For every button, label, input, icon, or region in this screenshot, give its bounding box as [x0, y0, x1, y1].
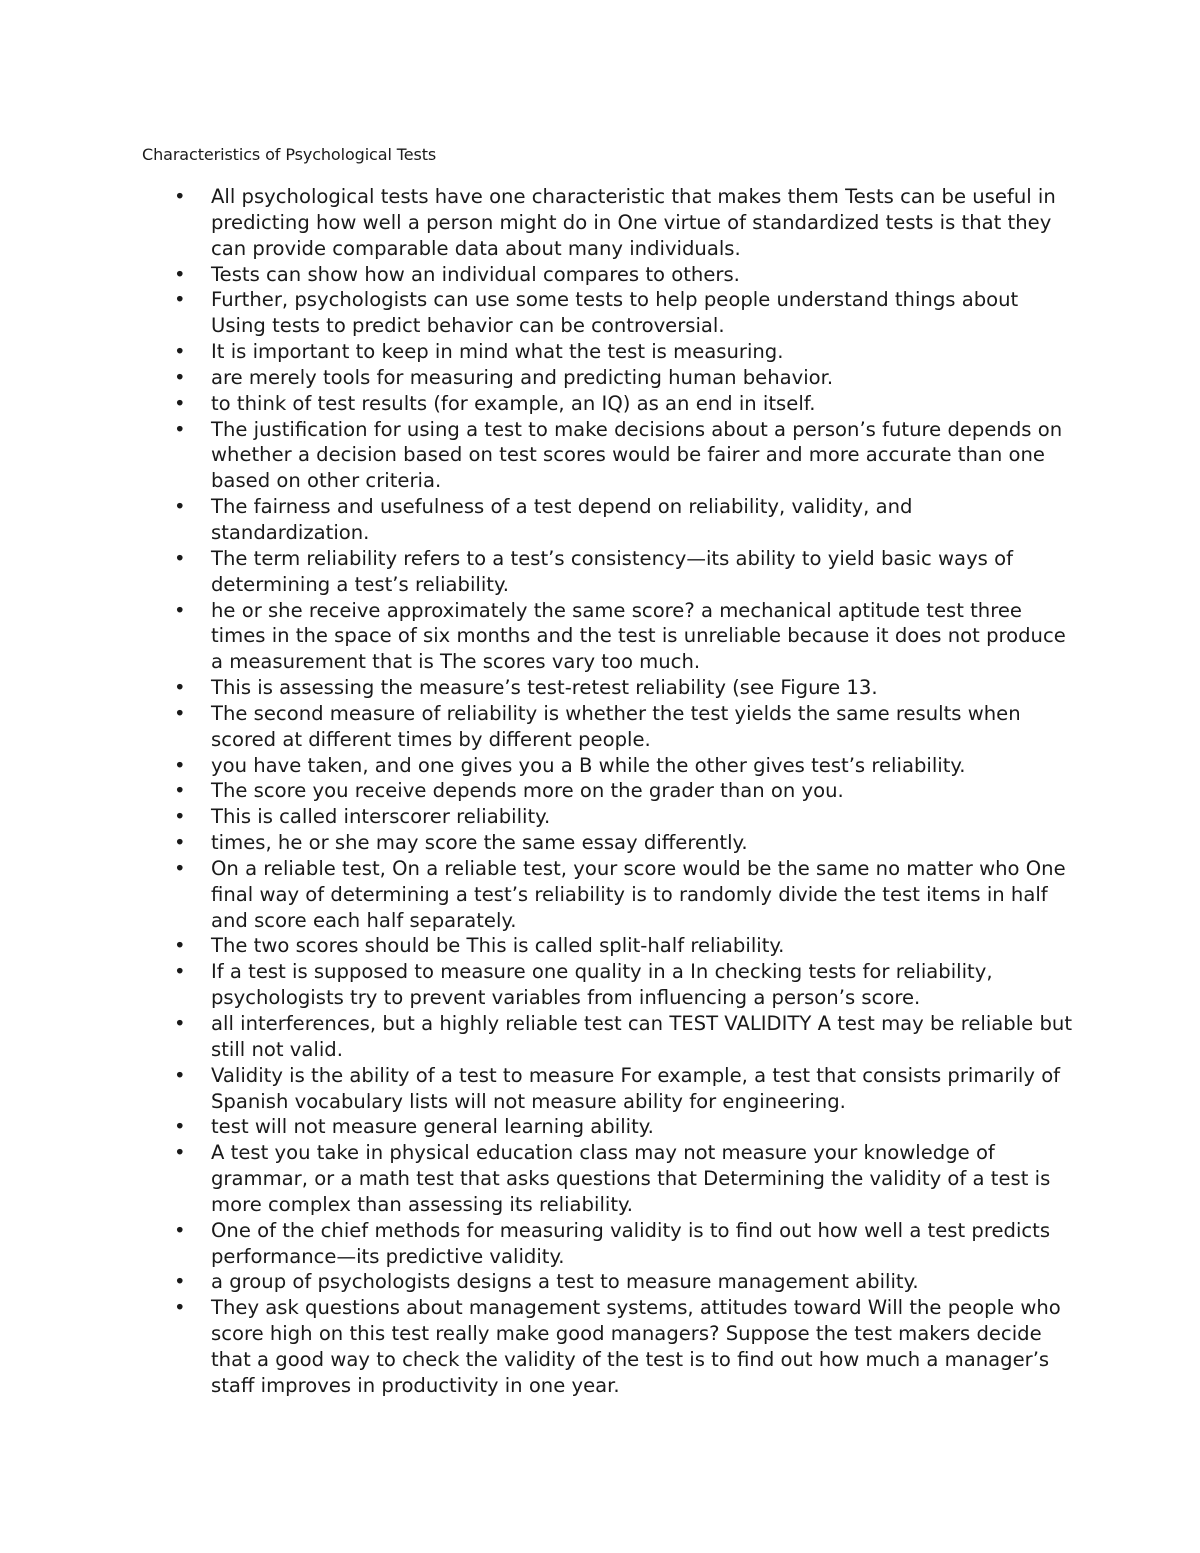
list-item-text: The second measure of reliability is whether the test yields the same results when scored at different times by different people.: [211, 701, 1021, 751]
list-item-text: This is assessing the measure’s test-retest reliability (see Figure 13.: [211, 676, 878, 700]
list-item: [174, 753, 1074, 779]
list-item: [174, 184, 1074, 262]
bullet-icon: •: [174, 676, 186, 700]
bullet-icon: •: [174, 1141, 186, 1165]
list-item: [174, 1140, 1074, 1218]
list-item-text: are merely tools for measuring and predicting human behavior.: [211, 365, 834, 389]
bullet-icon: •: [174, 495, 186, 519]
bullet-icon: •: [174, 365, 186, 389]
bullet-icon: •: [174, 1012, 186, 1035]
list-item: [174, 287, 1074, 339]
list-item-text: you have taken, and one gives you a B while the other gives test’s reliability.: [211, 753, 966, 777]
bullet-icon: •: [174, 1270, 186, 1294]
list-item-text: The score you receive depends more on the grader than on you.: [211, 779, 844, 803]
list-item-text: If a test is supposed to measure one quality in a In checking tests for reliability, psychologists try to prevent variables from influencing a person’s score.: [211, 960, 993, 1010]
list-item-text: he or she receive approximately the same score? a mechanical aptitude test three times in the space of six months and the test is unreliable because it does not produce a measurement that is The scores vary too much.: [211, 598, 1066, 674]
list-item: [174, 417, 1074, 495]
list-item-text: a group of psychologists designs a test to measure management ability.: [211, 1270, 919, 1294]
list-item-text: times, he or she may score the same essay differently.: [211, 831, 748, 855]
list-item: [174, 598, 1074, 676]
bullet-icon: •: [174, 779, 186, 803]
document-title: Characteristics of Psychological Tests: [142, 145, 437, 164]
list-item: [174, 675, 1074, 701]
bullet-icon: •: [174, 753, 186, 777]
list-item: [174, 830, 1074, 856]
list-item-text: all interferences, but a highly reliable test can TEST VALIDITY A test may be reliable but still not valid.: [211, 1012, 1072, 1061]
list-item-text: The two scores should be This is called split-half reliability.: [211, 934, 785, 958]
list-item: [174, 262, 1074, 288]
list-item-text: One of the chief methods for measuring validity is to find out how well a test predicts performance—its predictive validity.: [211, 1218, 1051, 1268]
bullet-icon: •: [174, 1296, 186, 1320]
list-item: [174, 365, 1074, 391]
bullet-list: [174, 184, 1074, 1399]
list-item: [174, 546, 1074, 598]
list-item-text: On a reliable test, On a reliable test, your score would be the same no matter who One final way of determining a test’s reliability is to randomly divide the test items in half and score each half separately.: [211, 856, 1066, 932]
bullet-icon: •: [174, 934, 186, 958]
list-item-text: to think of test results (for example, an IQ) as an end in itself.: [211, 391, 816, 415]
list-item-text: The term reliability refers to a test’s consistency—its ability to yield basic ways of determining a test’s reliability.: [211, 546, 1013, 596]
list-item: [174, 1011, 1074, 1063]
bullet-icon: •: [174, 391, 186, 415]
list-item-text: test will not measure general learning ability.: [211, 1115, 654, 1139]
list-item: [174, 933, 1074, 959]
bullet-icon: •: [174, 288, 186, 312]
bullet-icon: •: [174, 831, 186, 855]
bullet-icon: •: [174, 340, 186, 364]
bullet-icon: •: [174, 185, 186, 208]
list-item-text: All psychological tests have one characteristic that makes them Tests can be useful in predicting how well a person might do in One virtue of standardized tests is that they can provide comparable data about many individuals.: [211, 185, 1056, 260]
bullet-icon: •: [174, 805, 186, 829]
list-item: [174, 1114, 1074, 1140]
list-item: [174, 391, 1074, 417]
list-item: [174, 1295, 1074, 1398]
list-item-text: Further, psychologists can use some tests to help people understand things about Using tests to predict behavior can be controversial.: [211, 288, 1019, 338]
list-item-text: They ask questions about management systems, attitudes toward Will the people who score high on this test really make good managers? Suppose the test makers decide that a good way to check the validity of the test is to find out how much a manager’s staff improves in productivity in one year.: [211, 1296, 1061, 1397]
list-item-text: This is called interscorer reliability.: [211, 805, 551, 829]
list-item-text: A test you take in physical education class may not measure your knowledge of grammar, or a math test that asks questions that Determining the validity of a test is more complex than assessing its reliability.: [211, 1141, 1051, 1216]
bullet-icon: •: [174, 701, 186, 725]
list-item-text: Validity is the ability of a test to measure For example, a test that consists primarily of Spanish vocabulary lists will not measure ability for engineering.: [211, 1063, 1061, 1113]
list-item: [174, 339, 1074, 365]
list-item: [174, 1269, 1074, 1295]
list-item: [174, 1218, 1074, 1270]
bullet-icon: •: [174, 546, 186, 570]
list-item: [174, 701, 1074, 753]
list-item: [174, 1063, 1074, 1115]
bullet-icon: •: [174, 960, 186, 984]
list-item-text: The fairness and usefulness of a test depend on reliability, validity, and standardization.: [211, 495, 913, 544]
bullet-icon: •: [174, 1063, 186, 1087]
list-item-text: The justification for using a test to make decisions about a person’s future depends on whether a decision based on test scores would be fairer and more accurate than one based on other criteria.: [211, 417, 1063, 493]
bullet-icon: •: [174, 1115, 186, 1139]
bullet-icon: •: [174, 417, 186, 441]
list-item-text: Tests can show how an individual compares to others.: [211, 262, 740, 286]
list-item: [174, 494, 1074, 546]
bullet-icon: •: [174, 598, 186, 622]
bullet-icon: •: [174, 856, 186, 880]
list-item: [174, 856, 1074, 934]
list-item: [174, 804, 1074, 830]
list-item-text: It is important to keep in mind what the test is measuring.: [211, 340, 784, 364]
bullet-icon: •: [174, 262, 186, 286]
list-item: [174, 959, 1074, 1011]
list-item: [174, 778, 1074, 804]
bullet-icon: •: [174, 1218, 186, 1242]
